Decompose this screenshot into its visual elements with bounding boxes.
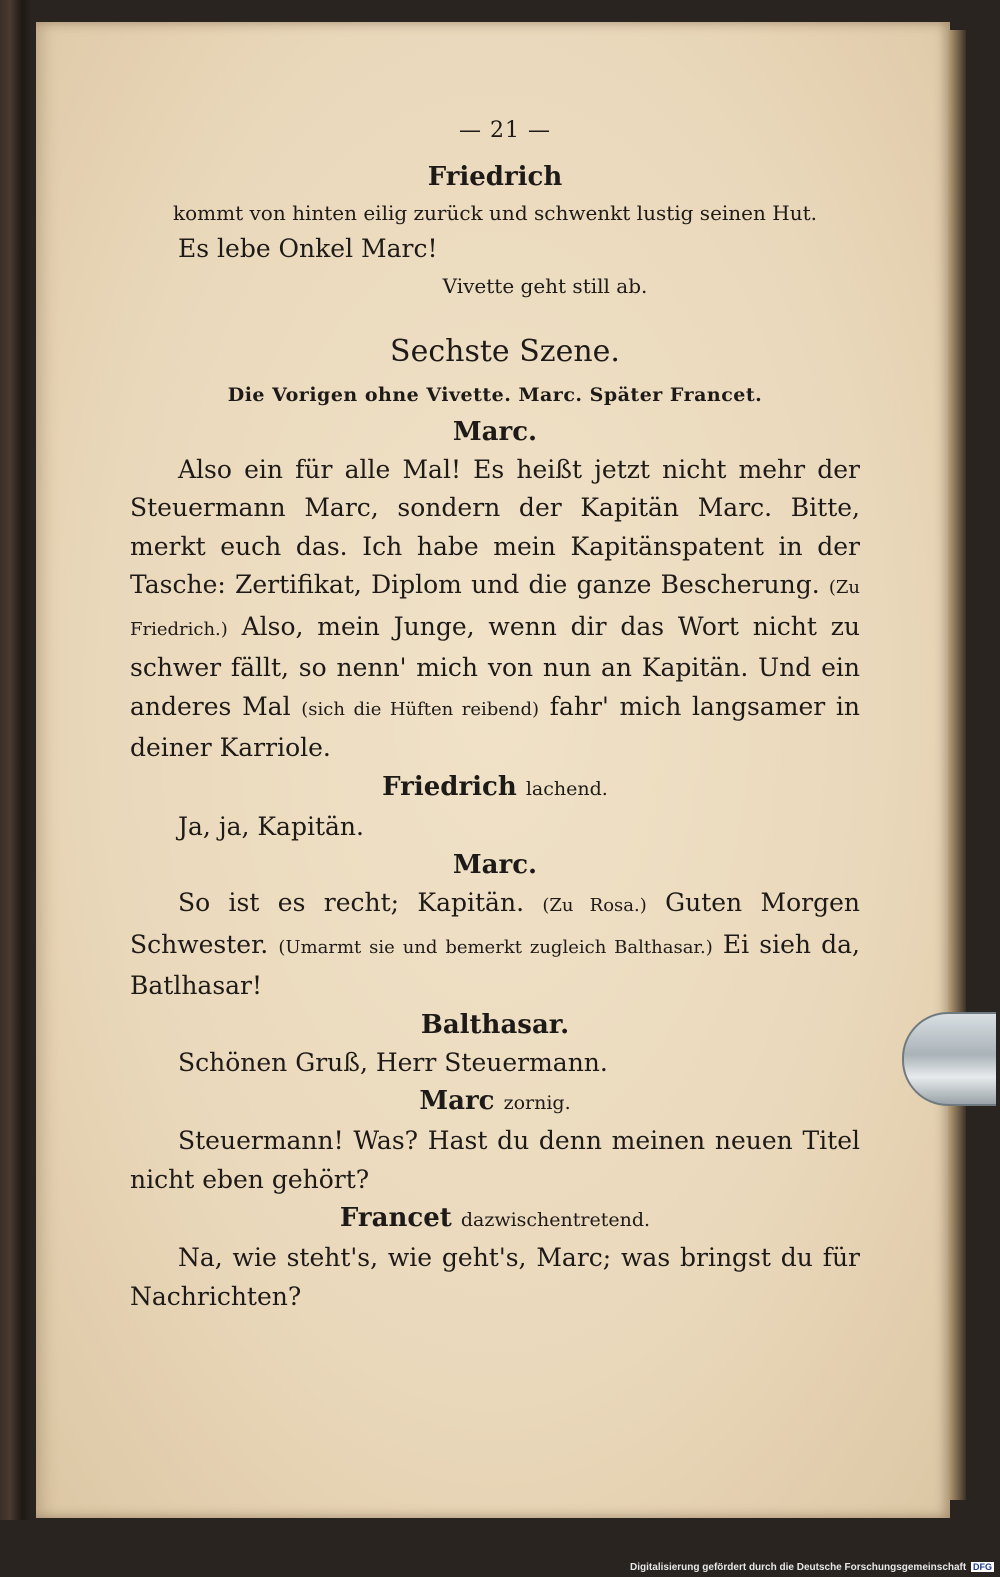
page-edge [948,30,966,1500]
speech-paragraph [130,884,860,1006]
speaker-direction: lachend. [525,777,608,800]
page-clip [902,1012,996,1106]
speech-paragraph: Steuermann! Was? Hast du denn meinen neuen Titel nicht eben gehört? [130,1126,860,1194]
speech-text: Ei sieh da, Batlhasar! [130,929,860,1000]
speaker-francet [130,1199,860,1239]
funding-credit [630,1562,994,1573]
inline-direction: (Zu Friedrich.) [130,577,861,640]
dfg-logo: DFG [973,1562,992,1572]
speaker-direction: dazwischentretend. [460,1209,651,1231]
speaker-marc: Marc. [452,850,538,880]
stage-direction: kommt von hinten eilig zurück und schwenkt lustig seinen Hut. [173,201,817,225]
speaker-direction: zornig. [503,1092,571,1114]
stage-direction-exit: Vivette geht still ab. [442,273,648,298]
speaker-balthasar: Balthasar. [420,1009,570,1040]
page-number: — 21 — [459,118,551,143]
speaker-friedrich [130,768,860,808]
speech-text: fahr' mich langsamer in deiner Karriole. [130,691,861,762]
speech-paragraph [130,451,860,768]
scene-title: Sechste Szene. [390,333,620,369]
speech-line: Es lebe Onkel Marc! [178,234,438,263]
speech-paragraph: Na, wie steht's, wie geht's, Marc; was bringst du für Nachrichten? [130,1243,860,1311]
inline-direction: (Zu Rosa.) [542,895,647,916]
scene-cast: Die Vorigen ohne Vivette. Marc. Später Francet. [227,383,763,406]
speech-line: Schönen Gruß, Herr Steuermann. [178,1047,608,1077]
speech-line: Ja, ja, Kapitän. [178,811,364,841]
speech-text: Also ein für alle Mal! Es heißt jetzt nicht mehr der Steuermann Marc, sondern der Kapitän Marc. Bitte, merkt euch das. Ich habe mein Kapitänspatent in der Tasche: Zertifikat, Diplom und die ganze Bescherung. [130,454,860,599]
speech-text: So ist es recht; Kapitän. [178,888,525,917]
inline-direction: (Umarmt sie und bemerkt zugleich Balthasar.) [278,936,713,958]
speech-text: Guten Morgen Schwester. [130,888,861,959]
page-content [130,118,860,1316]
speaker-marc [130,1082,860,1122]
footer-bar [0,1520,1000,1577]
speech-text: Also, mein Junge, wenn dir das Wort nicht zu schwer fällt, so nenn' mich von nun an Kapitän. Und ein anderes Mal [130,611,860,721]
credit-text: Digitalisierung gefördert durch die Deutsche Forschungsgemeinschaft [630,1562,967,1573]
speaker-name: Marc [419,1086,495,1116]
speaker-friedrich: Friedrich [427,162,563,192]
speaker-marc: Marc. [452,416,538,447]
inline-direction: (sich die Hüften reibend) [301,698,540,720]
speaker-name: Francet [339,1203,452,1233]
speaker-name: Friedrich [382,771,517,802]
